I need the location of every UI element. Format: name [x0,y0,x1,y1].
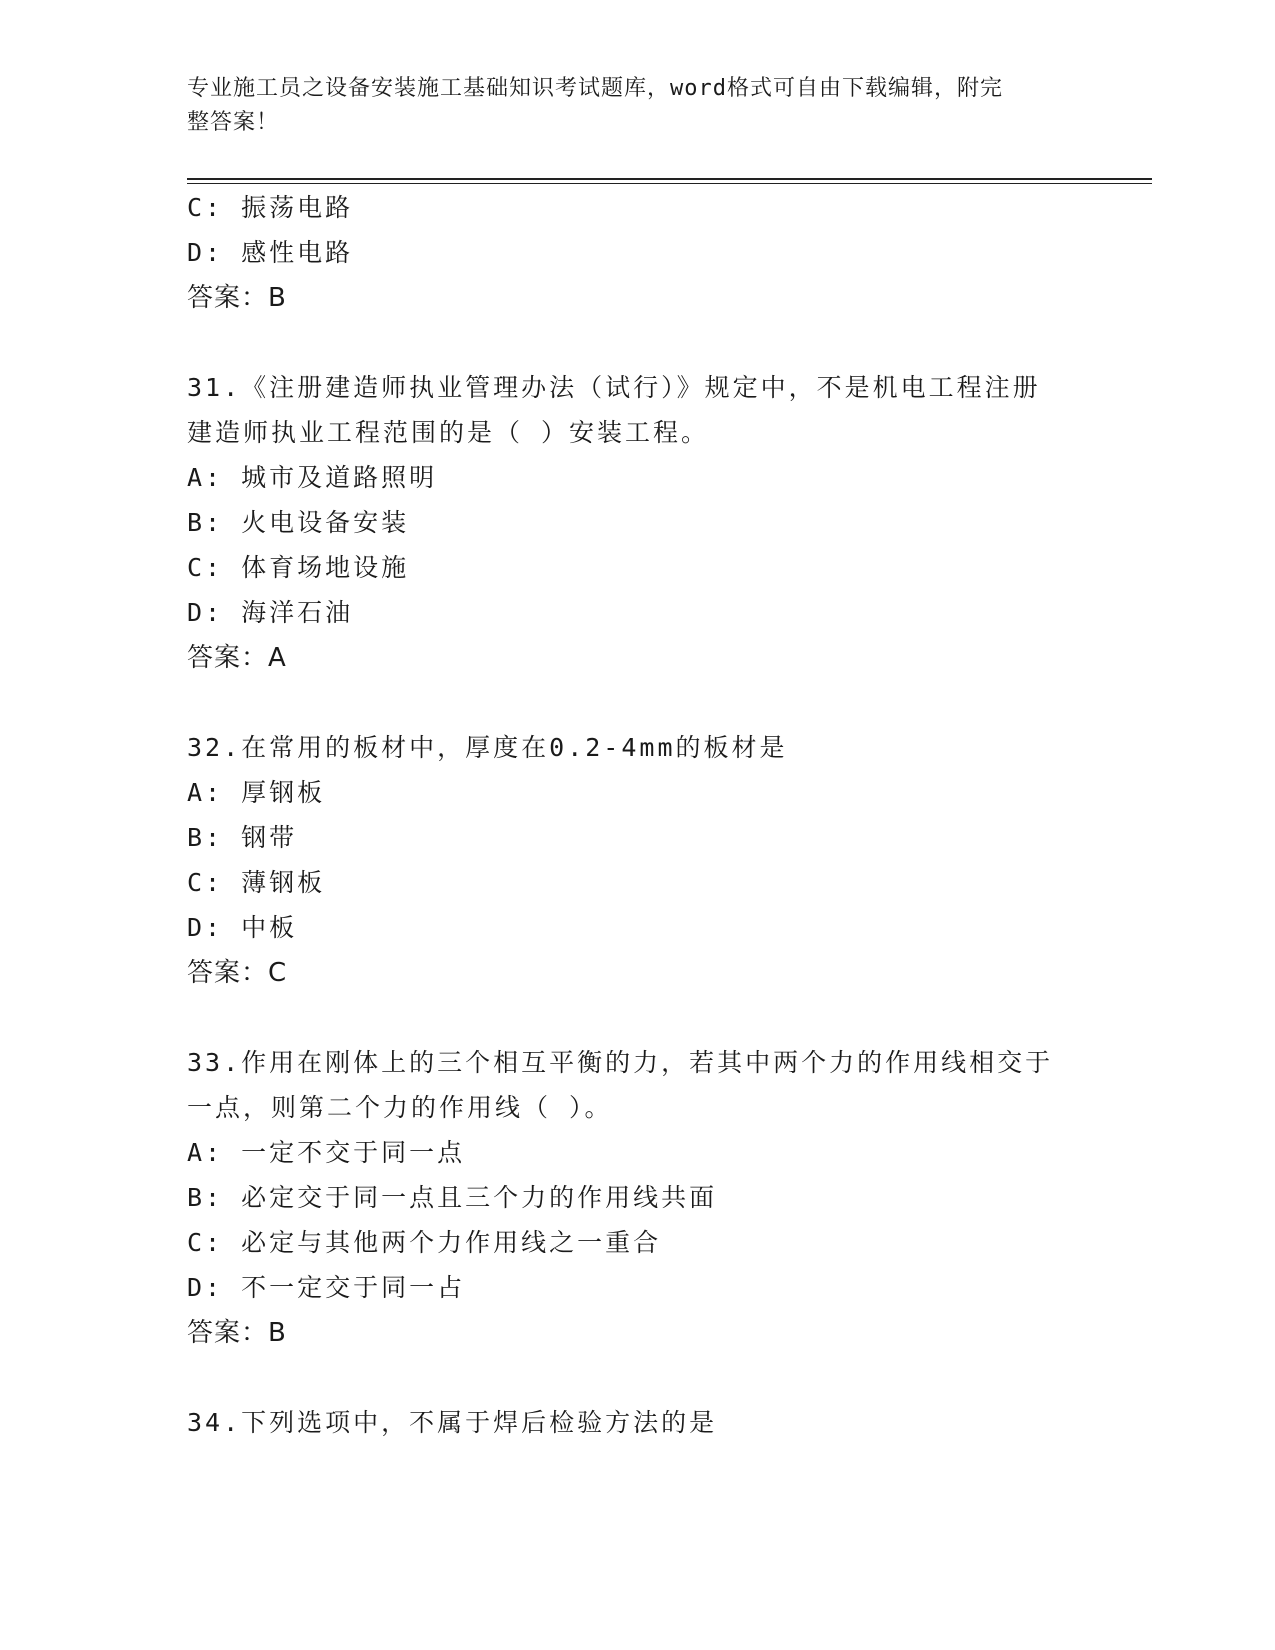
q33-option-c: C: 必定与其他两个力作用线之一重合 [187,1228,662,1257]
document-header [187,72,1067,140]
q34-stem-line-1: 34.下列选项中，不属于焊后检验方法的是 [187,1408,718,1437]
q33-answer: 答案：B [187,1318,287,1348]
q31-stem-line-2: 建造师执业工程范围的是（ ）安装工程。 [187,418,710,447]
q31-stem-line-1: 31.《注册建造师执业管理办法（试行）》规定中，不是机电工程注册 [187,373,1041,402]
q31-option-b: B: 火电设备安装 [187,508,410,537]
q30-option-d: D: 感性电路 [187,238,354,267]
q33-option-d: D: 不一定交于同一占 [187,1273,466,1302]
q32-stem-line-1: 32.在常用的板材中，厚度在0.2-4mm的板材是 [187,733,788,762]
q32-answer: 答案：C [187,958,288,988]
q33-stem-line-2: 一点，则第二个力的作用线（ ）。 [187,1093,613,1122]
q31-option-c: C: 体育场地设施 [187,553,410,582]
q30-answer: 答案：B [187,283,287,313]
q32-option-c: C: 薄钢板 [187,868,326,897]
q31-option-d: D: 海洋石油 [187,598,354,627]
header-divider-thick [187,178,1152,180]
header-line-2: 整答案！ [187,110,280,135]
q31-option-a: A: 城市及道路照明 [187,463,438,492]
header-line-1: 专业施工员之设备安装施工基础知识考试题库，word格式可自由下载编辑，附完 [187,76,1003,101]
q32-option-b: B: 钢带 [187,823,298,852]
q30-option-c: C: 振荡电路 [187,193,354,222]
header-divider-thin [187,183,1152,184]
q33-option-a: A: 一定不交于同一点 [187,1138,466,1167]
q31-answer: 答案：A [187,643,287,673]
q32-option-a: A: 厚钢板 [187,778,326,807]
q33-option-b: B: 必定交于同一点且三个力的作用线共面 [187,1183,718,1212]
q32-option-d: D: 中板 [187,913,298,942]
q33-stem-line-1: 33.作用在刚体上的三个相互平衡的力，若其中两个力的作用线相交于 [187,1048,1054,1077]
